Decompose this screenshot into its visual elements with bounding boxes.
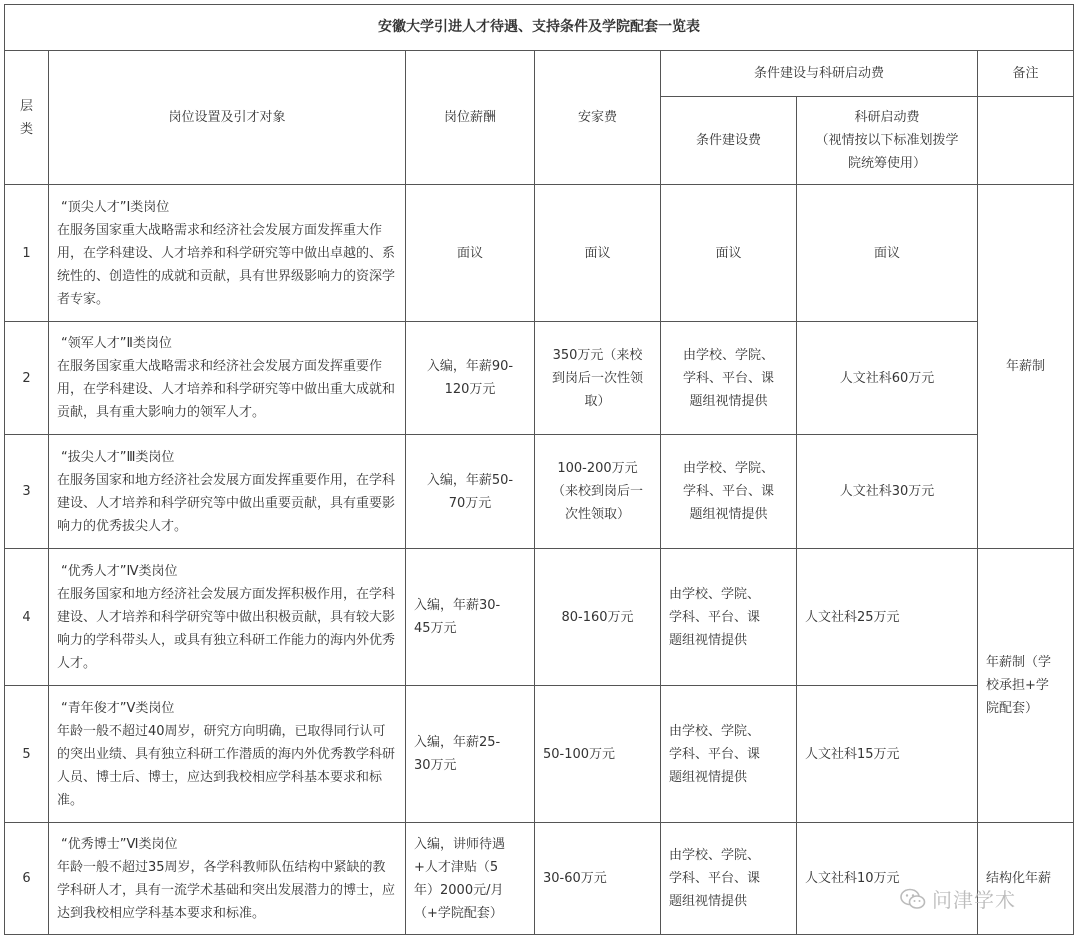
row-housing: 100-200万元 （来校到岗后一 次性领取） (535, 435, 661, 549)
header-group: 条件建设与科研启动费 (661, 51, 978, 97)
row-salary: 入编，年薪30- 45万元 (406, 549, 535, 686)
watermark-text: 问津学术 (932, 888, 1016, 912)
table-row (5, 322, 1074, 435)
position-desc: 在服务国家重大战略需求和经济社会发展方面发挥重要作用，在学科建设、人才培养和科学研究等中做出重大成就和贡献，具有重大影响力的领军人才。 (57, 359, 396, 420)
row-level: 4 (5, 549, 49, 686)
header-housing: 安家费 (535, 51, 661, 185)
row-facility: 由学校、学院、 学科、平台、课 题组视情提供 (661, 322, 797, 435)
row-research: 人文社科25万元 (797, 549, 978, 686)
position-desc: 在服务国家和地方经济社会发展方面发挥积极作用，在学科建设、人才培养和科学研究等中做出积极贡献，具有较大影响力的学科带头人，或具有独立科研工作能力的海内外优秀人才。 (57, 586, 396, 671)
header-facility: 条件建设费 (661, 97, 797, 185)
row-level: 3 (5, 435, 49, 549)
row-salary: 入编，年薪50- 70万元 (406, 435, 535, 549)
header-salary: 岗位薪酬 (406, 51, 535, 185)
row-position (49, 549, 406, 686)
row-research: 人文社科15万元 (797, 686, 978, 823)
position-desc: 年龄一般不超过35周岁，各学科教师队伍结构中紧缺的教学科研人才，具有一流学术基础和突出发展潜力的博士，应达到我校相应学科基本要求和标准。 (57, 859, 396, 921)
table-row (5, 686, 1074, 823)
watermark (900, 884, 1016, 913)
remark-structured: 结构化年薪 (978, 823, 1074, 935)
wechat-icon (900, 888, 926, 910)
row-facility: 面议 (661, 185, 797, 322)
row-salary: 面议 (406, 185, 535, 322)
header-position: 岗位设置及引才对象 (49, 51, 406, 185)
position-name: “优秀博士”Ⅵ类岗位 (61, 836, 178, 852)
row-salary: 入编，讲师待遇 +人才津贴（5 年）2000元/月 （+学院配套） (406, 823, 535, 935)
table-row (5, 185, 1074, 322)
position-name: “拔尖人才”Ⅲ类岗位 (61, 449, 175, 465)
row-level: 5 (5, 686, 49, 823)
row-research: 人文社科30万元 (797, 435, 978, 549)
row-housing: 80-160万元 (535, 549, 661, 686)
row-housing: 350万元（来校 到岗后一次性领 取） (535, 322, 661, 435)
header-research: 科研启动费 （视情按以下标准划拨学 院统筹使用） (797, 97, 978, 185)
position-name: “青年俊才”Ⅴ类岗位 (61, 700, 175, 716)
row-facility: 由学校、学院、 学科、平台、课 题组视情提供 (661, 823, 797, 935)
table-row (5, 823, 1074, 935)
position-name: “优秀人才”Ⅳ类岗位 (61, 563, 178, 579)
position-desc: 在服务国家和地方经济社会发展方面发挥重要作用，在学科建设、人才培养和科学研究等中做出重要贡献，具有重要影响力的优秀拔尖人才。 (57, 472, 396, 534)
row-level: 1 (5, 185, 49, 322)
table-row (5, 549, 1074, 686)
row-research: 人文社科10万元 (797, 823, 978, 935)
position-name: “顶尖人才”Ⅰ类岗位 (61, 199, 170, 215)
remark-annual: 年薪制 (978, 185, 1074, 549)
row-salary: 入编，年薪25- 30万元 (406, 686, 535, 823)
remark-school-college: 年薪制（学 校承担+学 院配套） (978, 549, 1074, 823)
header-remark-blank (978, 97, 1074, 185)
row-research: 面议 (797, 185, 978, 322)
row-housing: 50-100万元 (535, 686, 661, 823)
header-level: 层 类 (5, 51, 49, 185)
row-position (49, 823, 406, 935)
row-position (49, 435, 406, 549)
row-position (49, 686, 406, 823)
row-research: 人文社科60万元 (797, 322, 978, 435)
row-salary: 入编，年薪90- 120万元 (406, 322, 535, 435)
position-name: “领军人才”Ⅱ类岗位 (61, 336, 172, 351)
header-remark: 备注 (978, 51, 1074, 97)
row-housing: 面议 (535, 185, 661, 322)
talent-table (4, 4, 1074, 935)
table-title: 安徽大学引进人才待遇、支持条件及学院配套一览表 (5, 5, 1074, 51)
position-desc: 在服务国家重大战略需求和经济社会发展方面发挥重大作用，在学科建设、人才培养和科学研究等中做出卓越的、系统性的、创造性的成就和贡献，具有世界级影响力的资深学者专家。 (57, 222, 396, 307)
row-facility: 由学校、学院、 学科、平台、课 题组视情提供 (661, 435, 797, 549)
table-row (5, 435, 1074, 549)
row-facility: 由学校、学院、 学科、平台、课 题组视情提供 (661, 686, 797, 823)
row-level: 2 (5, 322, 49, 435)
position-desc: 年龄一般不超过40周岁，研究方向明确，已取得同行认可的突出业绩、具有独立科研工作潜质的海内外优秀教学科研人员、博士后、博士，应达到我校相应学科基本要求和标准。 (57, 723, 396, 808)
row-facility: 由学校、学院、 学科、平台、课 题组视情提供 (661, 549, 797, 686)
row-position (49, 185, 406, 322)
row-position (49, 322, 406, 435)
row-housing: 30-60万元 (535, 823, 661, 935)
row-level: 6 (5, 823, 49, 935)
